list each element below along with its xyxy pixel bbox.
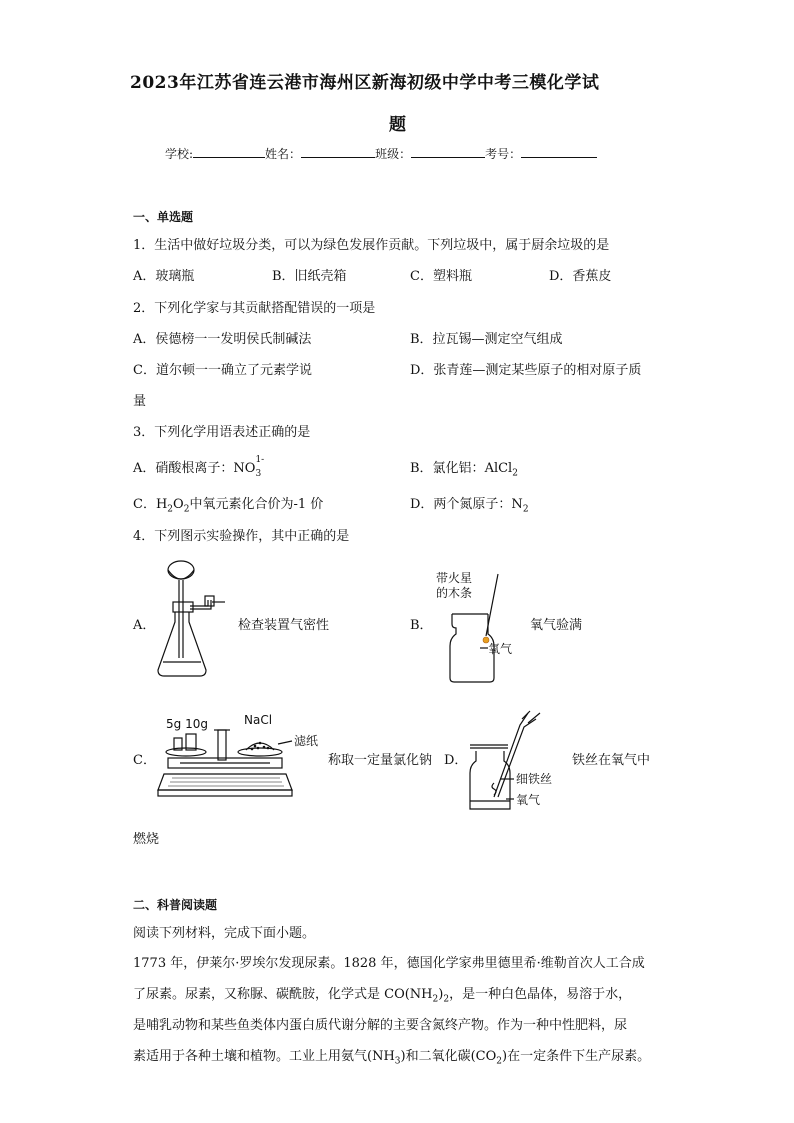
stick-label-1: 带火星 — [436, 571, 473, 585]
reading-line-3: 是哺乳动物和某些鱼类体内蛋白质代谢分解的主要含氮终产物。作为一种中性肥料，尿 — [133, 1018, 628, 1033]
question-2-stem: 2．下列化学家与其贡献搭配错误的一项是 — [133, 301, 376, 316]
reading-intro: 阅读下列材料，完成下面小题。 — [133, 926, 316, 941]
class-blank — [411, 145, 485, 158]
nitrate-formula: NO 1- 3 — [233, 455, 265, 479]
q4-option-c-label: C． — [133, 753, 156, 768]
section-heading-2: 二、科普阅读题 — [133, 898, 218, 912]
oxygen-label: 氧气 — [488, 642, 513, 656]
page-title-cont: 题 — [389, 115, 407, 135]
section-heading: 一、单选题 — [133, 210, 194, 224]
number-label: 考号： — [485, 147, 522, 161]
filter-paper-label: 滤纸 — [294, 734, 319, 748]
balance-weighing-diagram — [160, 714, 335, 810]
q1-option-d: D．香蕉皮 — [549, 269, 612, 284]
q4-option-d-label: D． — [444, 753, 468, 768]
question-1-stem: 1．生活中做好垃圾分类，可以为绿色发展作贡献。下列垃圾中，属于厨余垃圾的是 — [133, 238, 610, 253]
oxygen-d-label: 氧气 — [516, 793, 541, 807]
q4-option-b-label: B． — [410, 618, 433, 633]
q2-option-d-cont: 量 — [133, 394, 147, 409]
q4-option-b-caption: 氧气验满 — [530, 618, 583, 633]
q3-option-b: B．氯化铝：AlCl$_2$ — [410, 461, 518, 479]
q2-option-a: A．侯德榜一一发明侯氏制碱法 — [133, 332, 312, 347]
school-label: 学校: — [165, 147, 194, 161]
question-3-stem: 3．下列化学用语表述正确的是 — [133, 425, 311, 440]
q2-option-d: D．张青莲—测定某些原子的相对原子质 — [410, 363, 642, 378]
q3-option-c: C．$H_2O_2$中氧元素化合价为-1 价 — [133, 497, 324, 515]
page-title: 2023年江苏省连云港市海州区新海初级中学中考三模化学试 — [130, 73, 600, 93]
oxygen-full-test-diagram — [430, 568, 530, 686]
school-blank — [193, 145, 265, 158]
question-4-stem: 4．下列图示实验操作，其中正确的是 — [133, 529, 350, 544]
q1-option-b: B．旧纸壳箱 — [272, 269, 347, 284]
reading-line-1: 1773 年，伊莱尔·罗埃尔发现尿素。1828 年，德国化学家弗里德里希·维勒首次人工合成 — [133, 956, 645, 971]
q4-option-d-caption: 铁丝在氧气中 — [572, 753, 651, 768]
reading-line-4: 素适用于各种土壤和植物。工业上用氨气$(NH_3)$和二氧化碳$(CO_2)$在一定条件下生产尿素。 — [133, 1049, 651, 1067]
q3-option-d: D．两个氮原子：$N_2$ — [410, 497, 529, 515]
iron-burning-diagram — [460, 705, 570, 815]
q2-option-b: B．拉瓦锡—测定空气组成 — [410, 332, 563, 347]
q3-option-a: A．硝酸根离子：NO 1- 3 — [133, 455, 265, 479]
nacl-label: NaCl — [244, 713, 273, 727]
stick-label-2: 的木条 — [436, 586, 473, 600]
airtight-check-apparatus — [150, 558, 240, 683]
q4-option-c-caption: 称取一定量氯化钠 — [328, 753, 433, 768]
name-label: 姓名： — [265, 147, 302, 161]
name-blank — [301, 145, 375, 158]
q4-option-d-cont: 燃烧 — [133, 832, 160, 847]
q1-option-c: C．塑料瓶 — [410, 269, 472, 284]
q2-option-c: C．道尔顿一一确立了元素学说 — [133, 363, 312, 378]
number-blank — [521, 145, 597, 158]
q4-option-a-caption: 检查装置气密性 — [238, 618, 330, 633]
iron-wire-label: 细铁丝 — [516, 772, 553, 786]
reading-line-2: 了尿素。尿素，又称脲、碳酰胺，化学式是 $CO(NH_2)_2$，是一种白色晶体，易溶于水， — [133, 987, 632, 1005]
class-label: 班级： — [375, 147, 412, 161]
q4-option-a-label: A． — [133, 618, 156, 633]
info-line — [165, 145, 597, 162]
q1-option-a: A．玻璃瓶 — [133, 269, 195, 284]
weights-label: 5g 10g — [166, 717, 208, 731]
